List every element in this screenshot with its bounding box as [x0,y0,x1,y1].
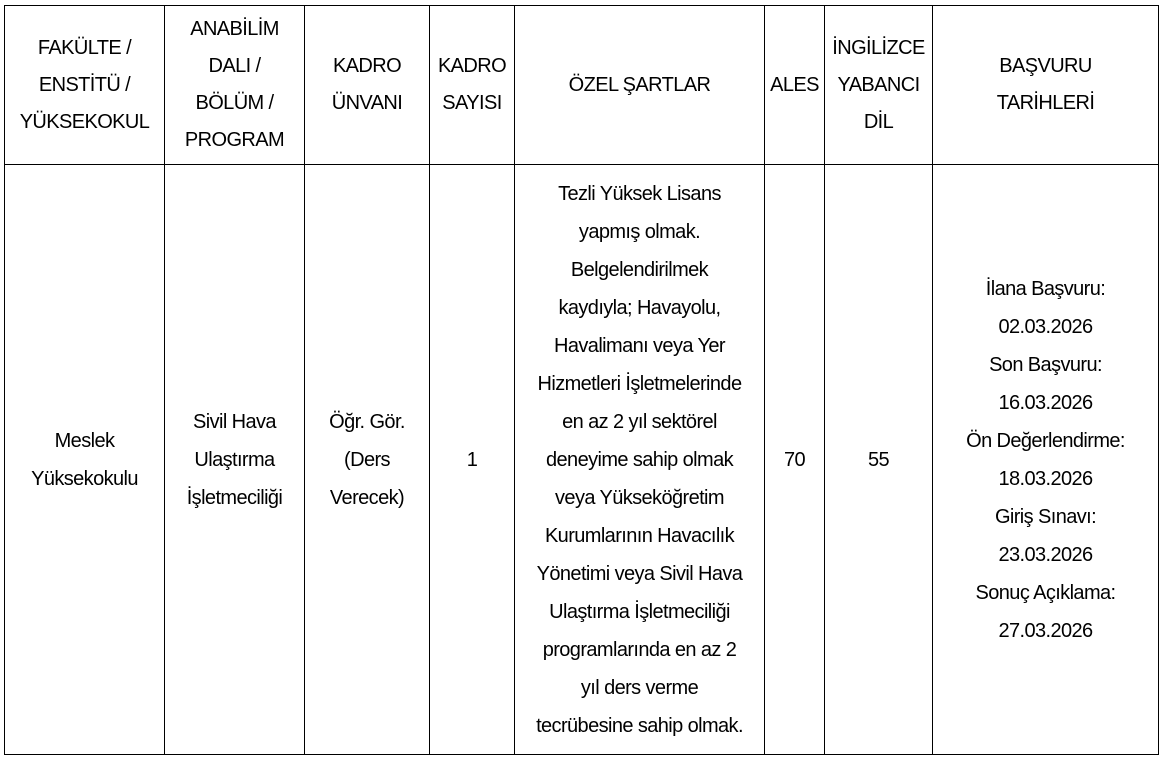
header-title-line: KADRO [332,55,402,77]
cell-title-line: (Ders [344,448,390,471]
cell-application-dates-line: 02.03.2026 [998,315,1093,338]
header-faculty-line: YÜKSEKOKUL [19,110,150,133]
header-department-line: PROGRAM [184,129,285,151]
header-count-line: KADRO [437,55,507,77]
cell-title-line: Öğr. Gör. [329,410,405,433]
header-application-dates [933,6,1159,165]
cell-faculty-line: Meslek [54,429,115,452]
cell-requirements-line: veya Yükseköğretim [555,486,724,509]
cell-application-dates-line: Giriş Sınavı: [994,505,1097,528]
cell-application-dates-line: İlana Başvuru: [985,277,1106,300]
cell-requirements-line: deneyime sahip olmak [546,448,733,471]
header-faculty-line: ENSTİTÜ / [38,73,131,96]
cell-department-line: Ulaştırma [194,448,275,471]
cell-requirements-line: programlarında en az 2 [542,638,737,661]
cell-application-dates-line: Sonuç Açıklama: [975,581,1116,604]
cell-requirements-line: yıl ders verme [580,676,699,699]
cell-faculty-line: Yüksekokulu [31,467,138,490]
cell-application-dates-line: 16.03.2026 [998,391,1093,414]
header-foreign-language-line: YABANCI [837,73,920,96]
cell-application-dates [933,165,1159,755]
header-department-line: DALI / [208,55,261,77]
cell-requirements-line: Ulaştırma İşletmeciliği [549,600,730,623]
header-ales [765,6,825,165]
header-foreign-language-line: DİL [863,110,894,133]
cell-title-line: Verecek) [329,486,405,509]
header-title-line: ÜNVANI [331,92,403,114]
cell-requirements-line: kaydıyla; Havayolu, [558,296,721,319]
cell-requirements-line: Tezli Yüksek Lisans [558,182,721,205]
header-title [305,6,430,165]
header-application-dates-line: TARİHLERİ [996,92,1095,114]
table-row [5,165,1159,755]
header-count [430,6,515,165]
header-requirements [515,6,765,165]
header-foreign-language [825,6,933,165]
header-department-line: BÖLÜM / [195,92,274,114]
cell-faculty [5,165,165,755]
cell-requirements-line: Kurumlarının Havacılık [544,524,735,547]
cell-ales-line: 70 [783,448,806,471]
cell-application-dates-line: 27.03.2026 [998,619,1093,642]
cell-requirements-line: Yönetimi veya Sivil Hava [536,562,743,585]
header-requirements-line: ÖZEL ŞARTLAR [568,73,711,96]
header-faculty-line: FAKÜLTE / [37,36,132,59]
cell-ales [765,165,825,755]
cell-requirements-line: en az 2 yıl sektörel [562,410,717,433]
cell-requirements [515,165,765,755]
cell-requirements-line: Belgelendirilmek [570,258,709,281]
cell-department-line: Sivil Hava [193,410,276,433]
cell-requirements-line: Havalimanı veya Yer [554,334,725,357]
header-foreign-language-line: İNGİLİZCE [832,36,925,59]
cell-application-dates-line: Son Başvuru: [989,353,1102,376]
header-faculty [5,6,165,165]
announcement-table [4,5,1159,755]
cell-count-line: 1 [466,448,478,471]
cell-application-dates-line: 18.03.2026 [998,467,1093,490]
cell-department [165,165,305,755]
cell-application-dates-line: Ön Değerlendirme: [966,429,1125,452]
cell-count [430,165,515,755]
cell-requirements-line: tecrübesine sahip olmak. [536,714,743,737]
cell-foreign-language [825,165,933,755]
cell-department-line: İşletmeciliği [186,486,283,509]
cell-requirements-line: yapmış olmak. [578,220,701,243]
header-row [5,6,1159,165]
cell-title [305,165,430,755]
header-department [165,6,305,165]
cell-application-dates-line: 23.03.2026 [998,543,1093,566]
header-count-line: SAYISI [442,92,502,114]
cell-requirements-line: Hizmetleri İşletmelerinde [537,372,742,395]
header-ales-line: ALES [770,73,819,96]
header-department-line: ANABİLİM [190,18,279,40]
cell-foreign-language-line: 55 [867,448,890,471]
header-application-dates-line: BAŞVURU [999,55,1092,77]
